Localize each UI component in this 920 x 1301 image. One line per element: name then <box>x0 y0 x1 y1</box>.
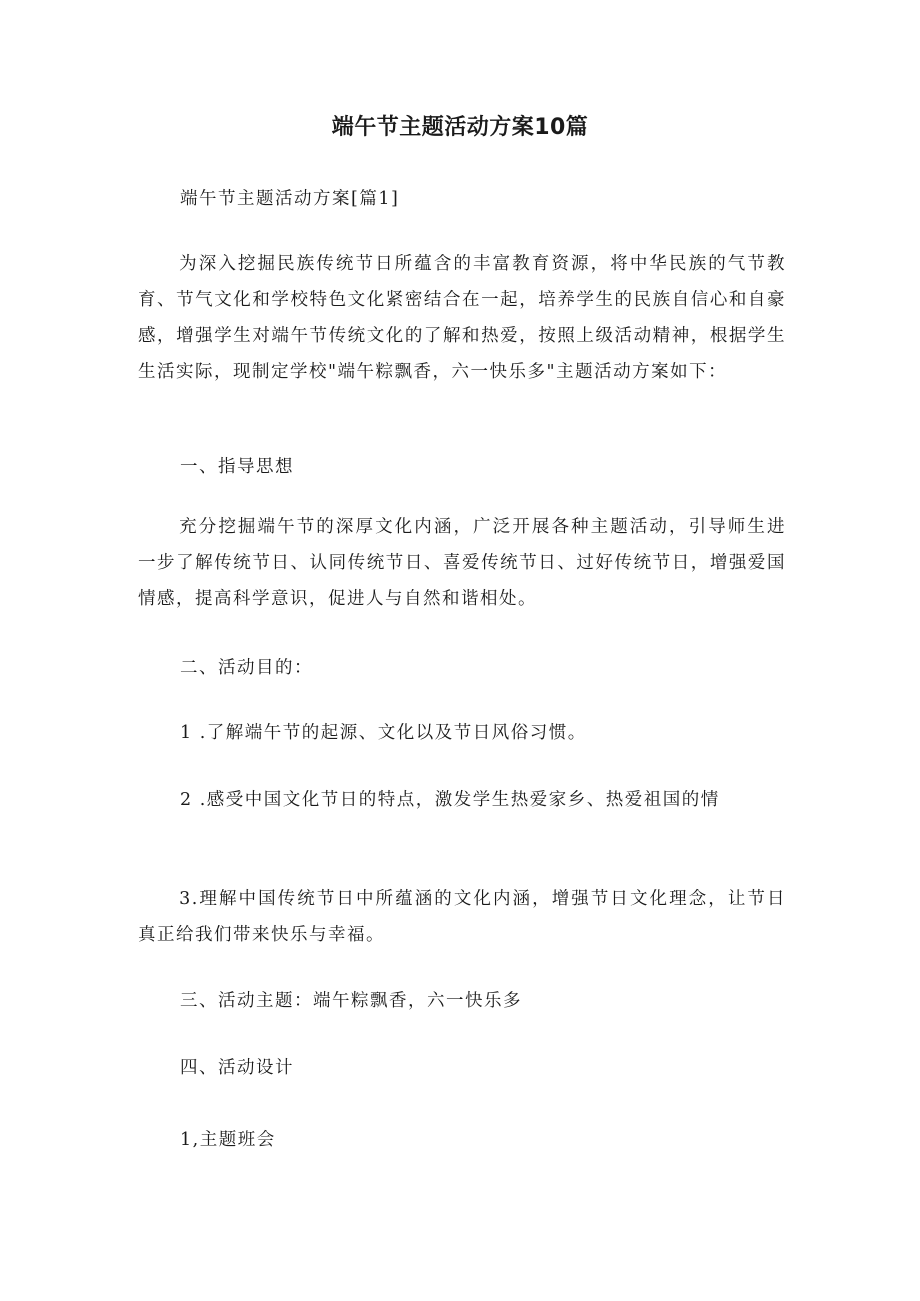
guiding-ideology-paragraph: 充分挖掘端午节的深厚文化内涵，广泛开展各种主题活动，引导师生进一步了解传统节日、认同传统节日、喜爱传统节日、过好传统节日，增强爱国情感，提高科学意识，促进人与自然和谐相处。 <box>138 517 786 609</box>
heading-activity-goals: 二、活动目的： <box>180 658 313 678</box>
heading-activity-theme: 三、活动主题：端午粽飘香，六一快乐多 <box>180 991 522 1011</box>
document-title: 端午节主题活动方案10篇 <box>331 115 589 140</box>
goal-item-2: 2 .感受中国文化节日的特点，激发学生热爱家乡、热爱祖国的情 <box>180 790 720 810</box>
intro-paragraph: 为深入挖掘民族传统节日所蕴含的丰富教育资源，将中华民族的气节教育、节气文化和学校特色文化紧密结合在一起，培养学生的民族自信心和自豪感，增强学生对端午节传统文化的了解和热爱，按照上级活动精神，根据学生生活实际，现制定学校"端午粽飘香，六一快乐多"主题活动方案如下： <box>138 254 786 382</box>
design-item-1: 1,主题班会 <box>180 1130 276 1150</box>
goal-item-3: 3.理解中国传统节日中所蕴涵的文化内涵，增强节日文化理念，让节日真正给我们带来快乐与幸福。 <box>138 889 786 945</box>
heading-activity-design: 四、活动设计 <box>180 1058 294 1078</box>
heading-guiding-ideology: 一、指导思想 <box>180 457 294 477</box>
goal-item-1: 1 .了解端午节的起源、文化以及节日风俗习惯。 <box>180 723 587 743</box>
section-heading: 端午节主题活动方案[篇1] <box>180 189 400 209</box>
